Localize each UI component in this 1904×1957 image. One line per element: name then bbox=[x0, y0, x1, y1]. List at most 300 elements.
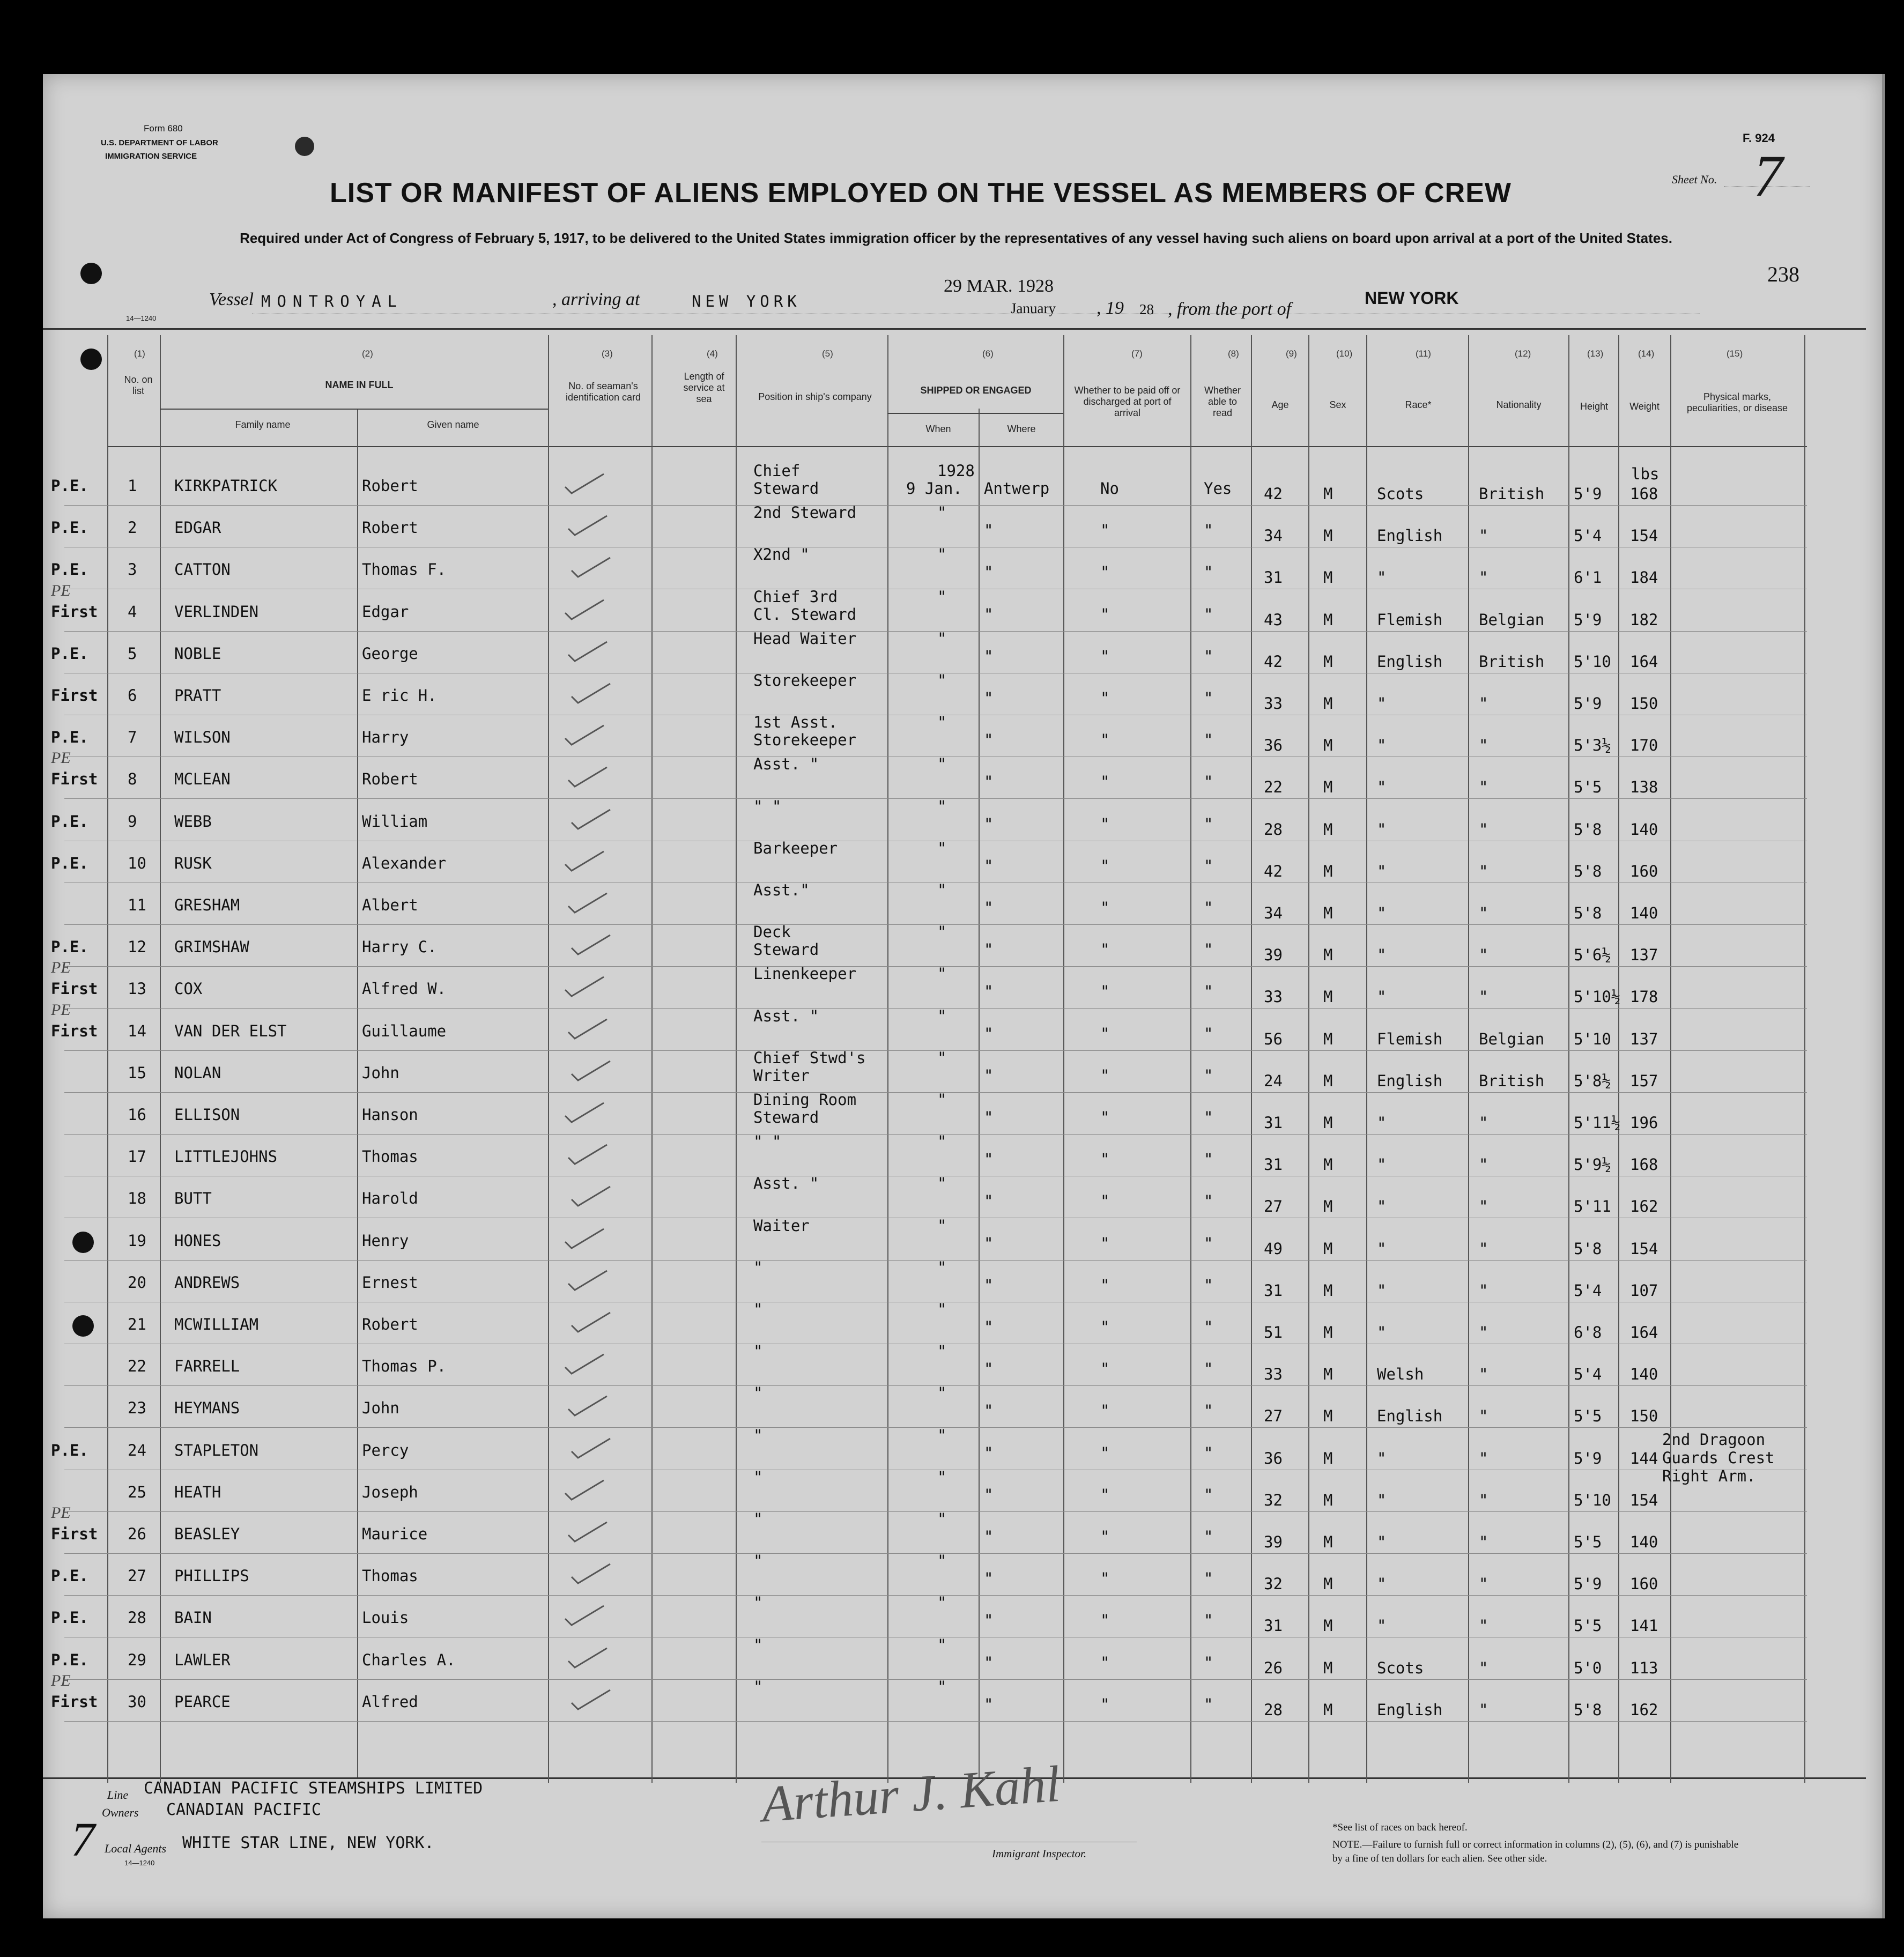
vessel-name: MONTROYAL bbox=[261, 292, 404, 310]
height: 5'9 bbox=[1574, 611, 1602, 629]
shipped-when: " bbox=[937, 1678, 947, 1696]
row-rule bbox=[64, 798, 1807, 799]
sex: M bbox=[1323, 904, 1333, 922]
shipped-when: " bbox=[937, 1384, 947, 1402]
position-line2: Steward bbox=[753, 940, 819, 959]
position: " " bbox=[753, 1132, 782, 1151]
row-number: 5 bbox=[128, 644, 137, 663]
family-name: COX bbox=[174, 980, 203, 998]
able-to-read: " bbox=[1204, 1402, 1213, 1420]
given-name: Louis bbox=[362, 1608, 409, 1627]
weight: 162 bbox=[1630, 1701, 1658, 1719]
row-rule bbox=[64, 1050, 1807, 1051]
sex: M bbox=[1323, 1197, 1333, 1215]
height: 5'8 bbox=[1574, 1701, 1602, 1719]
given-name: Percy bbox=[362, 1441, 409, 1459]
nationality: British bbox=[1479, 485, 1545, 503]
race: " bbox=[1377, 1575, 1387, 1593]
sex: M bbox=[1323, 1617, 1333, 1635]
col-rule bbox=[1468, 335, 1469, 1783]
sex: M bbox=[1323, 1575, 1333, 1593]
nationality: Belgian bbox=[1479, 1030, 1545, 1048]
able-to-read: Yes bbox=[1204, 479, 1232, 498]
race: " bbox=[1377, 1617, 1387, 1635]
page-subtitle: Required under Act of Congress of February 5, 1917, to be delivered to the United States immigration officer by the representatives of any vessel having such aliens on board upon arrival at a port of the United States. bbox=[240, 230, 1672, 246]
paid-off: " bbox=[1100, 1402, 1110, 1420]
family-name: LAWLER bbox=[174, 1651, 231, 1669]
sex: M bbox=[1323, 1449, 1333, 1467]
check-mark-icon bbox=[566, 891, 609, 915]
arriving-label: , arriving at bbox=[552, 290, 640, 309]
check-mark-icon bbox=[569, 1688, 612, 1711]
shipped-where: " bbox=[984, 1108, 994, 1126]
given-name: John bbox=[362, 1399, 399, 1417]
shipped-where: " bbox=[984, 1150, 994, 1168]
race: " bbox=[1377, 1449, 1387, 1467]
col-rule bbox=[1670, 335, 1671, 1783]
paid-off: " bbox=[1100, 1528, 1110, 1546]
check-mark-icon bbox=[569, 1562, 612, 1585]
col-rule bbox=[548, 335, 549, 1783]
check-mark-icon bbox=[563, 1227, 606, 1250]
col-num: (1) bbox=[134, 349, 145, 359]
nationality: " bbox=[1479, 1114, 1488, 1132]
able-to-read: " bbox=[1204, 899, 1213, 917]
hand-note: PE bbox=[51, 1001, 71, 1019]
family-name: MCWILLIAM bbox=[174, 1315, 259, 1333]
sex: M bbox=[1323, 1533, 1333, 1551]
age: 49 bbox=[1264, 1240, 1283, 1258]
height: 6'1 bbox=[1574, 568, 1602, 587]
shipped-where: " bbox=[984, 1360, 994, 1378]
punch-hole bbox=[72, 1232, 94, 1253]
shipped-when: " bbox=[937, 545, 947, 564]
header-name-in-full: NAME IN FULL bbox=[325, 380, 394, 390]
age: 42 bbox=[1264, 862, 1283, 880]
row-rule bbox=[64, 1679, 1807, 1680]
check-mark-icon bbox=[563, 598, 606, 621]
col-num: (10) bbox=[1336, 349, 1353, 359]
row-number: 27 bbox=[128, 1567, 146, 1585]
able-to-read: " bbox=[1204, 982, 1213, 1000]
row-number: 6 bbox=[128, 686, 137, 705]
height: 5'8 bbox=[1574, 904, 1602, 922]
family-name: HONES bbox=[174, 1232, 221, 1250]
race: " bbox=[1377, 1323, 1387, 1341]
given-name: Harold bbox=[362, 1189, 418, 1207]
row-rule bbox=[64, 505, 1807, 506]
race: " bbox=[1377, 736, 1387, 754]
paid-off: " bbox=[1100, 521, 1110, 539]
nationality: " bbox=[1479, 1197, 1488, 1215]
height: 5'4 bbox=[1574, 1281, 1602, 1300]
nationality: " bbox=[1479, 694, 1488, 713]
race: " bbox=[1377, 904, 1387, 922]
header-where: Where bbox=[1007, 424, 1036, 434]
age: 33 bbox=[1264, 694, 1283, 713]
shipped-when: " bbox=[937, 713, 947, 731]
able-to-read: " bbox=[1204, 1528, 1213, 1546]
pe-mark: P.E. bbox=[51, 938, 88, 956]
nationality: " bbox=[1479, 568, 1488, 587]
weight: 140 bbox=[1630, 1533, 1658, 1551]
header-id-card: No. of seaman's identification card bbox=[565, 381, 641, 403]
position: Dining Room bbox=[753, 1091, 857, 1109]
pe-mark: P.E. bbox=[51, 1441, 88, 1459]
col-rule bbox=[107, 335, 108, 1783]
inspector-label: Immigrant Inspector. bbox=[992, 1847, 1087, 1860]
given-name: Robert bbox=[362, 1315, 418, 1333]
able-to-read: " bbox=[1204, 815, 1213, 833]
height: 5'9 bbox=[1574, 1575, 1602, 1593]
sheet-number: 7 bbox=[1753, 143, 1783, 209]
nationality: " bbox=[1479, 1281, 1488, 1300]
paid-off: " bbox=[1100, 647, 1110, 665]
given-name: Thomas bbox=[362, 1567, 418, 1585]
weight: 164 bbox=[1630, 653, 1658, 671]
height: 5'6½ bbox=[1574, 946, 1611, 964]
pe-mark: First bbox=[51, 603, 98, 621]
shipped-where: " bbox=[984, 1695, 994, 1714]
able-to-read: " bbox=[1204, 1611, 1213, 1629]
given-name: Alexander bbox=[362, 854, 447, 872]
nationality: " bbox=[1479, 1240, 1488, 1258]
weight: 168 bbox=[1630, 485, 1658, 503]
nationality: " bbox=[1479, 904, 1488, 922]
height: 5'10½ bbox=[1574, 988, 1621, 1006]
nationality: " bbox=[1479, 1407, 1488, 1425]
position: " bbox=[753, 1510, 763, 1528]
height: 5'8 bbox=[1574, 1240, 1602, 1258]
shipped-when: " bbox=[937, 1132, 947, 1151]
given-name: Harry bbox=[362, 728, 409, 746]
able-to-read: " bbox=[1204, 1192, 1213, 1210]
paid-off: " bbox=[1100, 1108, 1110, 1126]
family-name: PRATT bbox=[174, 686, 221, 705]
print-code: 14—1240 bbox=[126, 314, 157, 322]
paid-off: " bbox=[1100, 899, 1110, 917]
check-mark-icon bbox=[566, 640, 609, 663]
age: 34 bbox=[1264, 527, 1283, 545]
sex: M bbox=[1323, 1281, 1333, 1300]
form-code: F. 924 bbox=[1743, 131, 1775, 145]
family-name: HEYMANS bbox=[174, 1399, 240, 1417]
paid-off: " bbox=[1100, 1192, 1110, 1210]
row-number: 16 bbox=[128, 1106, 146, 1124]
position: Chief bbox=[753, 462, 801, 480]
check-mark-icon bbox=[563, 1604, 606, 1627]
family-name: ELLISON bbox=[174, 1106, 240, 1124]
sex: M bbox=[1323, 988, 1333, 1006]
family-name: LITTLEJOHNS bbox=[174, 1147, 278, 1166]
sex: M bbox=[1323, 1659, 1333, 1677]
physical-marks: Guards Crest bbox=[1662, 1449, 1775, 1467]
row-number: 23 bbox=[128, 1399, 146, 1417]
header-able-to-read: Whether able to read bbox=[1204, 385, 1241, 418]
check-mark-icon bbox=[566, 765, 609, 789]
paid-off: " bbox=[1100, 1654, 1110, 1672]
race: English bbox=[1377, 1072, 1443, 1090]
nationality: British bbox=[1479, 1072, 1545, 1090]
col-num: (15) bbox=[1727, 349, 1743, 359]
punch-hole bbox=[80, 349, 102, 370]
check-mark-icon bbox=[569, 807, 612, 831]
age: 28 bbox=[1264, 1701, 1283, 1719]
stamp-number: 238 bbox=[1767, 262, 1799, 286]
paid-off: " bbox=[1100, 731, 1110, 749]
position: Asst." bbox=[753, 881, 810, 899]
footer-agents: WHITE STAR LINE, NEW YORK. bbox=[182, 1834, 434, 1852]
sex: M bbox=[1323, 527, 1333, 545]
family-name: STAPLETON bbox=[174, 1441, 259, 1459]
weight: 141 bbox=[1630, 1617, 1658, 1635]
table-top-rule bbox=[43, 328, 1866, 330]
col-num: (6) bbox=[982, 349, 994, 359]
arriving-port: NEW YORK bbox=[692, 292, 801, 310]
shipped-when: " bbox=[937, 881, 947, 899]
shipped-when: " bbox=[937, 839, 947, 857]
given-name: Henry bbox=[362, 1232, 409, 1250]
paid-off: " bbox=[1100, 1318, 1110, 1336]
position: " bbox=[753, 1678, 763, 1696]
footer-line: CANADIAN PACIFIC STEAMSHIPS LIMITED bbox=[144, 1779, 483, 1798]
sex: M bbox=[1323, 485, 1333, 503]
subheader-rule bbox=[887, 413, 1063, 414]
height: 6'8 bbox=[1574, 1323, 1602, 1341]
pe-mark: P.E. bbox=[51, 1608, 88, 1627]
family-name: VERLINDEN bbox=[174, 603, 259, 621]
height: 5'10 bbox=[1574, 1030, 1611, 1048]
sex: M bbox=[1323, 1030, 1333, 1048]
shipped-where: " bbox=[984, 857, 994, 875]
position: Storekeeper bbox=[753, 671, 857, 690]
header-given-name: Given name bbox=[427, 419, 479, 430]
age: 51 bbox=[1264, 1323, 1283, 1341]
col-num: (5) bbox=[822, 349, 833, 359]
shipped-where: " bbox=[984, 1611, 994, 1629]
col-num: (9) bbox=[1286, 349, 1297, 359]
shipped-when: " bbox=[937, 1593, 947, 1612]
sex: M bbox=[1323, 1491, 1333, 1509]
given-name: Albert bbox=[362, 896, 418, 914]
position: " bbox=[753, 1342, 763, 1360]
vessel-label: Vessel bbox=[209, 290, 254, 309]
race: " bbox=[1377, 1197, 1387, 1215]
header-shipped-engaged: SHIPPED OR ENGAGED bbox=[920, 385, 1032, 396]
hand-note: PE bbox=[51, 959, 71, 976]
family-name: GRIMSHAW bbox=[174, 938, 249, 956]
able-to-read: " bbox=[1204, 605, 1213, 624]
shipped-where: " bbox=[984, 1025, 994, 1043]
given-name: Maurice bbox=[362, 1525, 428, 1543]
family-name: BAIN bbox=[174, 1608, 212, 1627]
given-name: E ric H. bbox=[362, 686, 437, 705]
shipped-when: " bbox=[937, 923, 947, 941]
able-to-read: " bbox=[1204, 1234, 1213, 1252]
weight: 154 bbox=[1630, 527, 1658, 545]
pe-mark: P.E. bbox=[51, 644, 88, 663]
race: English bbox=[1377, 1701, 1443, 1719]
age: 36 bbox=[1264, 736, 1283, 754]
weight: 157 bbox=[1630, 1072, 1658, 1090]
age: 39 bbox=[1264, 946, 1283, 964]
family-name: BEASLEY bbox=[174, 1525, 240, 1543]
family-name: RUSK bbox=[174, 854, 212, 872]
row-number: 7 bbox=[128, 728, 137, 746]
race: " bbox=[1377, 1240, 1387, 1258]
age: 32 bbox=[1264, 1575, 1283, 1593]
race: English bbox=[1377, 527, 1443, 545]
given-name: Edgar bbox=[362, 603, 409, 621]
header-sex: Sex bbox=[1329, 399, 1346, 410]
weight: 137 bbox=[1630, 946, 1658, 964]
col-num: (3) bbox=[602, 349, 613, 359]
row-rule bbox=[64, 966, 1807, 967]
hand-note: PE bbox=[51, 749, 71, 767]
col-num: (14) bbox=[1638, 349, 1655, 359]
shipped-where: " bbox=[984, 815, 994, 833]
nationality: " bbox=[1479, 1533, 1488, 1551]
race: " bbox=[1377, 1155, 1387, 1174]
sex: M bbox=[1323, 1701, 1333, 1719]
col-rule bbox=[1366, 335, 1367, 1783]
pe-mark: First bbox=[51, 1022, 98, 1040]
paid-off: " bbox=[1100, 1150, 1110, 1168]
position: Asst. " bbox=[753, 755, 819, 773]
physical-marks: Right Arm. bbox=[1662, 1467, 1756, 1485]
header-paid-off: Whether to be paid off or discharged at port of arrival bbox=[1074, 385, 1181, 418]
age: 31 bbox=[1264, 1617, 1283, 1635]
shipped-when: " bbox=[937, 1258, 947, 1277]
age: 32 bbox=[1264, 1491, 1283, 1509]
family-name: WILSON bbox=[174, 728, 231, 746]
paid-off: " bbox=[1100, 982, 1110, 1000]
height: 5'9½ bbox=[1574, 1155, 1611, 1174]
pe-mark: P.E. bbox=[51, 477, 88, 495]
age: 42 bbox=[1264, 485, 1283, 503]
subheader-rule bbox=[160, 409, 548, 410]
family-name: NOLAN bbox=[174, 1064, 221, 1082]
sex: M bbox=[1323, 1240, 1333, 1258]
shipped-where: " bbox=[984, 1444, 994, 1462]
check-mark-icon bbox=[566, 1646, 609, 1670]
age: 42 bbox=[1264, 653, 1283, 671]
header-family-name: Family name bbox=[235, 419, 291, 430]
able-to-read: " bbox=[1204, 940, 1213, 959]
position-line2: Writer bbox=[753, 1066, 810, 1085]
footer-hand-number: 7 bbox=[71, 1813, 95, 1866]
row-rule bbox=[64, 924, 1807, 925]
position: Barkeeper bbox=[753, 839, 838, 857]
weight: 144 bbox=[1630, 1449, 1658, 1467]
sex: M bbox=[1323, 1114, 1333, 1132]
given-name: Joseph bbox=[362, 1483, 418, 1501]
race: " bbox=[1377, 988, 1387, 1006]
shipped-where: " bbox=[984, 689, 994, 707]
shipped-where: " bbox=[984, 731, 994, 749]
col-rule bbox=[736, 335, 737, 1783]
paid-off: " bbox=[1100, 1276, 1110, 1294]
col-rule bbox=[1063, 335, 1064, 1783]
header-position: Position in ship's company bbox=[758, 391, 872, 402]
weight: 137 bbox=[1630, 1030, 1658, 1048]
col-rule bbox=[979, 409, 980, 1777]
shipped-when: " bbox=[937, 797, 947, 816]
given-name: Ernest bbox=[362, 1273, 418, 1292]
header-age: Age bbox=[1271, 399, 1289, 410]
position: " " bbox=[753, 797, 782, 816]
position: " bbox=[753, 1300, 763, 1318]
family-name: CATTON bbox=[174, 560, 231, 579]
pe-mark: P.E. bbox=[51, 854, 88, 872]
height: 5'5 bbox=[1574, 1407, 1602, 1425]
pe-mark: P.E. bbox=[51, 812, 88, 831]
nationality: British bbox=[1479, 653, 1545, 671]
weight: 140 bbox=[1630, 904, 1658, 922]
inspector-signature: Arthur J. Kahl bbox=[759, 1754, 1062, 1833]
check-mark-icon bbox=[569, 1436, 612, 1460]
race: " bbox=[1377, 694, 1387, 713]
nationality: " bbox=[1479, 1659, 1488, 1677]
family-name: ANDREWS bbox=[174, 1273, 240, 1292]
shipped-where: " bbox=[984, 1528, 994, 1546]
col-rule bbox=[651, 335, 653, 1783]
position: 2nd Steward bbox=[753, 503, 857, 522]
shipped-where: " bbox=[984, 773, 994, 791]
nationality: " bbox=[1479, 1365, 1488, 1383]
able-to-read: " bbox=[1204, 1654, 1213, 1672]
able-to-read: " bbox=[1204, 857, 1213, 875]
paid-off: " bbox=[1100, 689, 1110, 707]
footer-agents-label: Local Agents bbox=[105, 1842, 167, 1855]
position: " bbox=[753, 1258, 763, 1277]
family-name: FARRELL bbox=[174, 1357, 240, 1375]
weight: 150 bbox=[1630, 694, 1658, 713]
header-physical-marks: Physical marks, peculiarities, or disease bbox=[1686, 391, 1788, 413]
position: Asst. " bbox=[753, 1174, 819, 1192]
footer-print-code: 14—1240 bbox=[124, 1859, 155, 1867]
sex: M bbox=[1323, 694, 1333, 713]
row-number: 2 bbox=[128, 518, 137, 537]
height: 5'10 bbox=[1574, 1491, 1611, 1509]
given-name: Alfred bbox=[362, 1693, 418, 1711]
given-name: William bbox=[362, 812, 428, 831]
row-number: 10 bbox=[128, 854, 146, 872]
punch-hole bbox=[72, 1315, 94, 1337]
row-rule bbox=[64, 631, 1807, 632]
given-name: Robert bbox=[362, 770, 418, 788]
sex: M bbox=[1323, 820, 1333, 839]
sex: M bbox=[1323, 611, 1333, 629]
age: 33 bbox=[1264, 988, 1283, 1006]
age: 56 bbox=[1264, 1030, 1283, 1048]
nationality: " bbox=[1479, 1701, 1488, 1719]
age: 31 bbox=[1264, 1155, 1283, 1174]
race: Scots bbox=[1377, 1659, 1424, 1677]
shipped-when: " bbox=[937, 588, 947, 606]
race: " bbox=[1377, 862, 1387, 880]
height: 5'5 bbox=[1574, 778, 1602, 796]
shipped-when: " bbox=[937, 503, 947, 522]
row-rule bbox=[64, 1260, 1807, 1261]
able-to-read: " bbox=[1204, 1569, 1213, 1588]
race: " bbox=[1377, 820, 1387, 839]
age: 36 bbox=[1264, 1449, 1283, 1467]
col-rule bbox=[887, 335, 888, 1783]
check-mark-icon bbox=[563, 1101, 606, 1124]
row-rule bbox=[64, 1427, 1807, 1428]
able-to-read: " bbox=[1204, 689, 1213, 707]
